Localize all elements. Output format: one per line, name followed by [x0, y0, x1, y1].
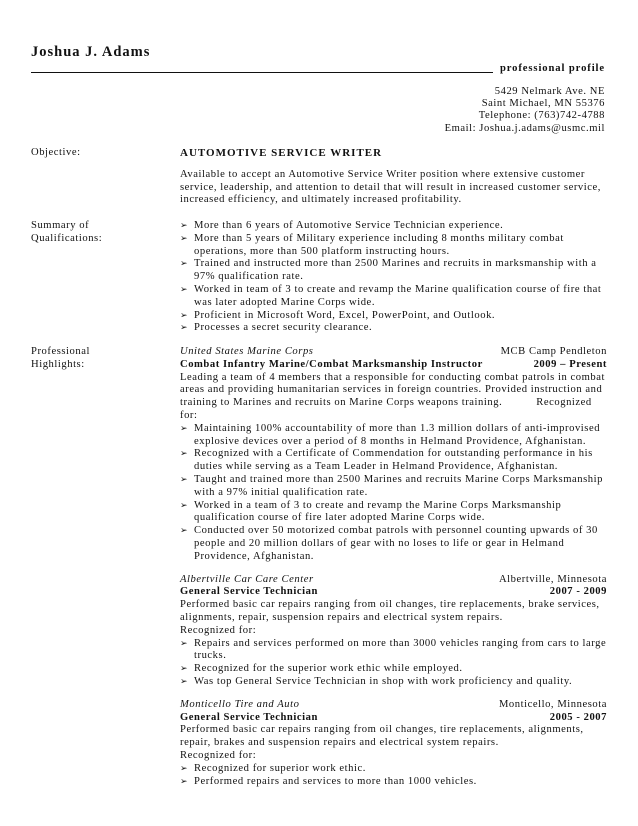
- list-item: ➢ Recognized with a Certificate of Commendation for outstanding performance in his duties while serving as a Team Leader in Helmand Providence, Afghanistan.: [180, 448, 593, 473]
- arrow-bullet-icon: ➢: [180, 423, 189, 434]
- job-description: Performed basic car repairs ranging from oil changes, tire replacements, alignments, repair, brakes and suspension repairs and electrical system repairs.: [180, 724, 584, 749]
- arrow-bullet-icon: ➢: [180, 638, 189, 649]
- list-item: ➢ Maintaining 100% accountability of more than 1.3 million dollars of anti-improvised explosive devices over a period of 8 months in Helmand Providence, Afghanistan.: [180, 422, 601, 447]
- summary-section: [180, 220, 607, 335]
- objective-label: Objective:: [31, 147, 81, 158]
- contact-email: Email: Joshua.j.adams@usmc.mil: [444, 122, 605, 134]
- arrow-bullet-icon: ➢: [180, 664, 189, 675]
- job-location: MCB Camp Pendleton: [500, 346, 607, 357]
- list-item: ➢ Worked in team of 3 to create and revamp the Marine qualification course of fire that was later adopted Marine Corps wide.: [180, 283, 602, 308]
- objective-title: AUTOMOTIVE SERVICE WRITER: [180, 147, 383, 159]
- arrow-bullet-icon: ➢: [180, 221, 189, 231]
- job-employer: Monticello Tire and Auto: [180, 698, 300, 710]
- recognized-label: Recognized for:: [180, 749, 257, 761]
- job-employer-row: [180, 699, 607, 712]
- highlights-label: [31, 346, 90, 372]
- list-item: ➢ Worked in a team of 3 to create and revamp the Marine Corps Marksmanship qualification course of fire later adopted Marine Corps wide.: [180, 499, 562, 524]
- summary-label-line1: Summary of: [31, 220, 90, 231]
- list-item: ➢ Conducted over 50 motorized combat patrols with personnel counting upwards of 30 people and 20 million dollars of gear with no loses to life or gear in Helmand Providence, Afghanistan.: [180, 525, 598, 562]
- arrow-bullet-icon: ➢: [180, 763, 189, 774]
- arrow-bullet-icon: ➢: [180, 474, 189, 485]
- list-item: ➢ Recognized for superior work ethic.: [180, 762, 366, 774]
- list-item: ➢ Was top General Service Technician in shop with work proficiency and quality.: [180, 675, 573, 687]
- job-title-row: [180, 359, 607, 372]
- candidate-name: Joshua J. Adams: [31, 44, 151, 60]
- list-item: ➢ Recognized for the superior work ethic while employed.: [180, 663, 463, 675]
- list-item: ➢ Repairs and services performed on more than 3000 vehicles ranging from cars to large trucks.: [180, 637, 607, 662]
- job-achievements: [180, 638, 607, 689]
- job-achievements: [180, 423, 607, 564]
- arrow-bullet-icon: ➢: [180, 233, 189, 244]
- list-item: ➢ Taught and trained more than 2500 Marines and recruits Marine Corps Marksmanship with a 97% initial qualification rate.: [180, 473, 603, 498]
- arrow-bullet-icon: ➢: [180, 526, 189, 537]
- arrow-bullet-icon: ➢: [180, 284, 189, 295]
- list-item: ➢ Processes a secret security clearance.: [180, 322, 373, 334]
- contact-phone: Telephone: (763)742-4788: [478, 110, 605, 122]
- highlights-label-line1: Professional: [31, 346, 90, 357]
- arrow-bullet-icon: ➢: [180, 449, 189, 460]
- highlights-label-line2: Highlights:: [31, 358, 85, 370]
- summary-label: [31, 220, 102, 246]
- job-dates: 2007 - 2009: [549, 586, 607, 598]
- list-item: ➢ More than 5 years of Military experience including 8 months military combat operations, more than 500 platform instructing hours.: [180, 232, 564, 257]
- job-title-row: [180, 712, 607, 725]
- job-employer: Albertville Car Care Center: [180, 573, 314, 585]
- arrow-bullet-icon: ➢: [180, 500, 189, 511]
- header-divider: [31, 72, 493, 73]
- job-entry: [180, 574, 607, 689]
- arrow-bullet-icon: ➢: [180, 259, 189, 270]
- arrow-bullet-icon: ➢: [180, 776, 189, 787]
- job-title: General Service Technician: [180, 711, 318, 723]
- contact-street: 5429 Nelmark Ave. NE: [494, 86, 605, 97]
- job-title: Combat Infantry Marine/Combat Marksmanship Instructor: [180, 358, 483, 370]
- list-item: ➢ Trained and instructed more than 2500 Marines and recruits in marksmanship with a 97% qualification rate.: [180, 258, 597, 283]
- recognized-label: Recognized for:: [180, 624, 257, 636]
- summary-label-line2: Qualifications:: [31, 232, 103, 244]
- objective-text: Available to accept an Automotive Service Writer position where extensive customer service, leadership, and attention to detail that will result in increased customer service, increased efficiency, and ultimately increased profitability.: [180, 168, 601, 206]
- arrow-bullet-icon: ➢: [180, 676, 189, 687]
- arrow-bullet-icon: ➢: [180, 310, 189, 321]
- recognized-label: Recognized for:: [180, 397, 592, 421]
- arrow-bullet-icon: ➢: [180, 323, 189, 334]
- job-title: General Service Technician: [180, 586, 318, 598]
- job-description: Performed basic car repairs ranging from oil changes, tire replacements, brake services, alignments, repair, suspension repairs and electrical system repairs.: [180, 599, 600, 623]
- job-achievements: [180, 763, 607, 789]
- job-employer-row: [180, 574, 607, 587]
- contact-block: [445, 86, 605, 135]
- job-entry: [180, 699, 607, 789]
- job-title-row: [180, 586, 607, 599]
- contact-city: Saint Michael, MN 55376: [481, 98, 605, 110]
- highlights-section: [180, 346, 607, 798]
- job-employer: United States Marine Corps: [180, 346, 314, 357]
- list-item: ➢ More than 6 years of Automotive Service Technician experience.: [180, 220, 504, 231]
- job-location: Monticello, Minnesota: [498, 698, 607, 710]
- profile-label: professional profile: [499, 63, 605, 74]
- list-item: ➢ Performed repairs and services to more than 1000 vehicles.: [180, 775, 477, 787]
- list-item: ➢ Proficient in Microsoft Word, Excel, PowerPoint, and Outlook.: [180, 309, 496, 321]
- job-dates: 2009 – Present: [533, 358, 607, 370]
- job-employer-row: [180, 346, 607, 359]
- job-entry: [180, 346, 607, 564]
- job-description: Leading a team of 4 members that a responsible for conducting combat patrols in combat areas and providing humanitarian services in foreign countries. Provided instruction and training to Marines and recruits on Marine Corps weapons training. Recognized for:: [180, 371, 606, 421]
- job-location: Albertville, Minnesota: [498, 573, 607, 585]
- job-dates: 2005 - 2007: [549, 711, 607, 723]
- summary-list: [180, 220, 607, 335]
- objective-section: [180, 147, 607, 207]
